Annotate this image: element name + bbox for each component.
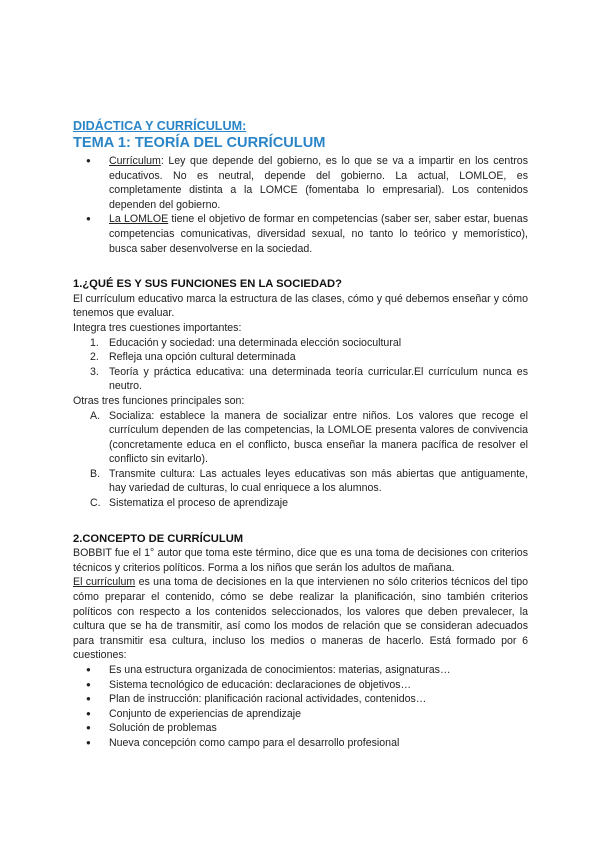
list-item-text: Teoría y práctica educativa: una determinada teoría curricular.El currículum nunca es neutro. <box>109 365 528 393</box>
section-2-heading: 2.CONCEPTO DE CURRÍCULUM <box>73 532 244 545</box>
section-2-paragraph: BOBBIT fue el 1° autor que toma este término, dice que es una toma de decisiones con criterios técnicos y criterios políticos. Forma a los niños que serán los adultos de mañana. <box>73 547 528 574</box>
list-item-text: Sistematiza el proceso de aprendizaje <box>109 497 289 510</box>
section-2-paragraph <box>73 575 528 663</box>
section-1-heading: 1.¿QUÉ ES Y SUS FUNCIONES EN LA SOCIEDAD? <box>73 278 342 291</box>
list-number: 2. <box>90 351 99 364</box>
list-item: ● Nueva concepción como campo para el desarrollo profesional <box>73 736 528 751</box>
list-item <box>73 409 528 467</box>
list-item-text: Transmite cultura: Las actuales leyes educativas son más abiertas que antiguamente, hay variedad de culturas, lo cual enriquece a los alumnos. <box>109 467 528 495</box>
list-item <box>73 154 528 212</box>
term-el-curriculum: El currículum <box>73 576 136 589</box>
bullet-text: tiene el objetivo de formar en competencias (saber ser, saber estar, buenas competencias comunicativas, diversidad sexual, no tanto lo teórico y memorístico), busca saber desenvolverse en la sociedad. <box>109 213 528 255</box>
list-item-text: Refleja una opción cultural determinada <box>109 351 296 364</box>
list-item: ● Plan de instrucción: planificación racional actividades, contenidos… <box>73 692 528 707</box>
list-item: ● Conjunto de experiencias de aprendizaje <box>73 707 528 722</box>
paragraph-text: es una toma de decisiones en la que intervienen no sólo criterios técnicos del tipo cómo preparar el contenido, cómo se debe realizar la planificación, sino también criterios políticos con respecto a los contenidos seleccionados, los valores que deben prevalecer, la cultura que se ha de transmitir, así como los modos de relación que se consideran adecuados para transmitir esa cultura, incluso los medios o maneras de hacerlo. Está formado por 6 cuestiones: <box>73 576 528 662</box>
list-item: ● Sistema tecnológico de educación: declaraciones de objetivos… <box>73 678 528 693</box>
section-1-paragraph: Integra tres cuestiones importantes: <box>73 321 242 334</box>
spacer <box>73 511 528 524</box>
bullet-text: : Ley que depende del gobierno, es lo que se va a impartir en los centros educativos. No es neutral, depende del gobierno. La actual, LOMLOE, es completamente distinta a la LOMCE (fomentaba lo empresarial). Los contenidos dependen del gobierno. <box>109 155 528 211</box>
list-item: ● Solución de problemas <box>73 721 528 736</box>
section-1-paragraph: Otras tres funciones principales son: <box>73 394 245 407</box>
list-item: ● Es una estructura organizada de conocimientos: materias, asignaturas… <box>73 663 528 678</box>
list-letter: A. <box>90 409 101 422</box>
numbered-list <box>73 336 528 394</box>
term-curriculum: Currículum <box>109 155 161 167</box>
list-number: 1. <box>90 336 99 349</box>
spacer <box>73 256 528 269</box>
list-item <box>73 350 528 365</box>
curriculum-bullet-list <box>73 663 528 751</box>
list-letter: C. <box>90 497 101 510</box>
topic-title: TEMA 1: TEORÍA DEL CURRÍCULUM <box>73 135 326 151</box>
list-item <box>73 496 528 511</box>
lettered-list <box>73 409 528 511</box>
document-page <box>73 118 528 751</box>
list-item <box>73 212 528 256</box>
intro-bullet-list <box>73 154 528 256</box>
list-item <box>73 336 528 351</box>
list-item <box>73 365 528 394</box>
section-1-paragraph: El currículum educativo marca la estructura de las clases, cómo y qué debemos enseñar y cómo tenemos que evaluar. <box>73 292 528 320</box>
term-lomloe: La LOMLOE <box>109 213 169 226</box>
document-title: DIDÁCTICA Y CURRÍCULUM: <box>73 119 247 133</box>
list-letter: B. <box>90 467 101 480</box>
list-item <box>73 467 528 496</box>
list-item-text: Educación y sociedad: una determinada elección sociocultural <box>109 336 402 349</box>
list-number: 3. <box>90 365 99 378</box>
list-item-text: Socializa: establece la manera de socializar entre niños. Los valores que recoge el currículum dependen de las competencias, la LOMLOE presenta valores de convivencia (concretamente educa en el conflicto, busca enseñar la manera pacífica de resolver el conflicto sin evitarlo). <box>109 409 528 466</box>
